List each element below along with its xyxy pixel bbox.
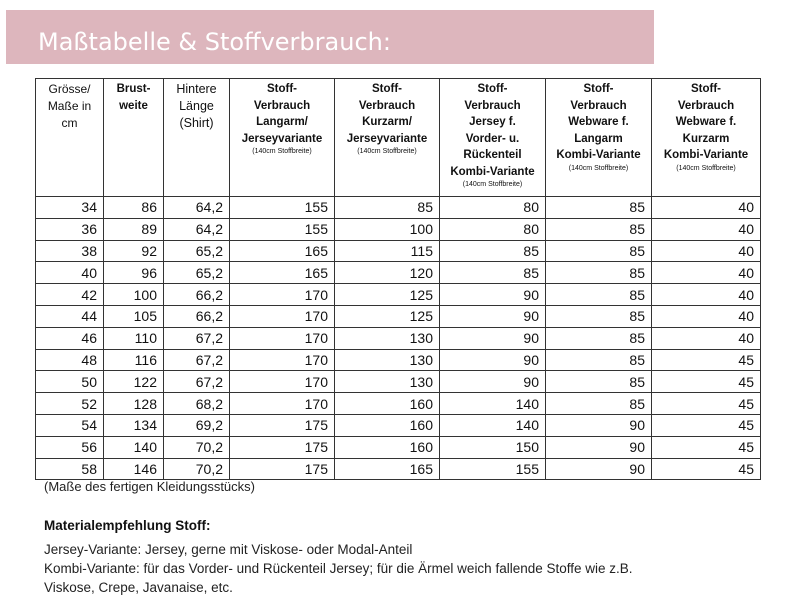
table-cell: 56 xyxy=(36,436,104,458)
table-cell: 66,2 xyxy=(164,305,230,327)
material-line: Viskose, Crepe, Javanaise, etc. xyxy=(44,580,233,595)
table-cell: 90 xyxy=(440,371,546,393)
column-header xyxy=(335,79,440,197)
table-row xyxy=(36,218,761,240)
table-cell: 85 xyxy=(546,218,652,240)
column-header-note: (140cm Stoffbreite) xyxy=(357,148,417,155)
column-header-note: (140cm Stoffbreite) xyxy=(568,164,629,172)
table-cell: 54 xyxy=(36,414,104,436)
column-header-line: Verbrauch xyxy=(464,99,521,112)
table-cell: 89 xyxy=(104,218,164,240)
table-cell: 67,2 xyxy=(164,349,230,371)
table-cell: 64,2 xyxy=(164,197,230,219)
column-header-line: Kombi-Variante xyxy=(556,149,641,161)
table-cell: 85 xyxy=(440,240,546,262)
table-cell: 90 xyxy=(440,284,546,306)
column-header-line: Jerseyvariante xyxy=(241,132,323,145)
column-header-line: Verbrauch xyxy=(677,99,735,112)
column-header-line: Rückenteil xyxy=(463,149,522,161)
column-header-line: Stoff- xyxy=(477,83,508,95)
table-cell: 85 xyxy=(546,305,652,327)
table-cell: 100 xyxy=(335,218,440,240)
column-header-line: (Shirt) xyxy=(179,116,214,130)
table-cell: 130 xyxy=(335,371,440,393)
column-header-note: (140cm Stoffbreite) xyxy=(462,181,523,188)
table-row xyxy=(36,197,761,219)
column-header-line: Kurzarm/ xyxy=(362,116,412,128)
table-cell: 160 xyxy=(335,414,440,436)
table-cell: 90 xyxy=(440,349,546,371)
table-cell: 85 xyxy=(546,197,652,219)
table-cell: 86 xyxy=(104,197,164,219)
table-cell: 85 xyxy=(546,262,652,284)
table-cell: 45 xyxy=(652,436,761,458)
table-cell: 170 xyxy=(230,305,335,327)
table-cell: 85 xyxy=(546,327,652,349)
table-cell: 40 xyxy=(36,262,104,284)
table-cell: 46 xyxy=(36,327,104,349)
table-cell: 170 xyxy=(230,284,335,306)
table-cell: 120 xyxy=(335,262,440,284)
table-cell: 66,2 xyxy=(164,284,230,306)
table-cell: 100 xyxy=(104,284,164,306)
table-cell: 85 xyxy=(546,371,652,393)
table-cell: 70,2 xyxy=(164,436,230,458)
table-cell: 45 xyxy=(652,393,761,415)
column-header-line: Kurzarm xyxy=(682,132,730,145)
column-header-line: Länge xyxy=(179,99,214,113)
table-cell: 64,2 xyxy=(164,218,230,240)
table-cell: 85 xyxy=(335,197,440,219)
column-header-note: (140cm Stoffbreite) xyxy=(252,148,312,155)
table-cell: 170 xyxy=(230,393,335,415)
column-header-line: Grösse/ xyxy=(48,82,91,96)
column-header-line: Webware f. xyxy=(568,116,629,128)
column-header-line: Webware f. xyxy=(675,116,737,128)
table-cell: 165 xyxy=(230,262,335,284)
table-cell: 80 xyxy=(440,197,546,219)
column-header-line: Langarm/ xyxy=(256,116,308,128)
table-cell: 155 xyxy=(230,197,335,219)
table-cell: 140 xyxy=(104,436,164,458)
table-cell: 42 xyxy=(36,284,104,306)
table-cell: 175 xyxy=(230,414,335,436)
column-header-line: Hintere xyxy=(176,82,217,96)
table-cell: 134 xyxy=(104,414,164,436)
table-cell: 116 xyxy=(104,349,164,371)
column-header-line: Verbrauch xyxy=(570,99,627,112)
table-cell: 155 xyxy=(440,458,546,480)
table-cell: 85 xyxy=(440,262,546,284)
column-header-line: Stoff- xyxy=(266,83,297,95)
table-cell: 67,2 xyxy=(164,371,230,393)
material-line: Jersey-Variante: Jersey, gerne mit Viskose- oder Modal-Anteil xyxy=(44,542,413,557)
table-cell: 105 xyxy=(104,305,164,327)
table-row xyxy=(36,414,761,436)
table-row xyxy=(36,262,761,284)
column-header xyxy=(36,79,104,197)
table-cell: 45 xyxy=(652,414,761,436)
column-header-line: Kombi-Variante xyxy=(663,149,749,161)
table-cell: 130 xyxy=(335,327,440,349)
table-cell: 38 xyxy=(36,240,104,262)
column-header xyxy=(652,79,761,197)
table-cell: 40 xyxy=(652,305,761,327)
table-cell: 85 xyxy=(546,284,652,306)
table-cell: 85 xyxy=(546,393,652,415)
column-header-line: Stoff- xyxy=(371,83,402,95)
table-cell: 45 xyxy=(652,458,761,480)
table-cell: 110 xyxy=(104,327,164,349)
table-cell: 90 xyxy=(440,305,546,327)
table-cell: 170 xyxy=(230,349,335,371)
column-header-line: Jersey f. xyxy=(469,116,516,128)
column-header xyxy=(104,79,164,197)
table-cell: 40 xyxy=(652,218,761,240)
table-cell: 90 xyxy=(546,458,652,480)
table-cell: 128 xyxy=(104,393,164,415)
material-line: Kombi-Variante: für das Vorder- und Rückenteil Jersey; für die Ärmel weich fallende Stoffe wie z.B. xyxy=(44,561,633,576)
table-cell: 160 xyxy=(335,393,440,415)
table-cell: 45 xyxy=(652,371,761,393)
table-cell: 165 xyxy=(335,458,440,480)
table-cell: 125 xyxy=(335,305,440,327)
column-header-line: Verbrauch xyxy=(358,99,416,112)
table-cell: 85 xyxy=(546,349,652,371)
table-cell: 40 xyxy=(652,240,761,262)
column-header-line: Stoff- xyxy=(690,83,721,95)
table-cell: 165 xyxy=(230,240,335,262)
table-cell: 130 xyxy=(335,349,440,371)
table-cell: 80 xyxy=(440,218,546,240)
table-row xyxy=(36,458,761,480)
material-title: Materialempfehlung Stoff: xyxy=(44,518,211,533)
column-header-line: Maße in xyxy=(47,99,92,113)
table-cell: 140 xyxy=(440,393,546,415)
table-cell: 52 xyxy=(36,393,104,415)
table-row xyxy=(36,349,761,371)
column-header xyxy=(440,79,546,197)
column-header-line: Kombi-Variante xyxy=(450,165,535,178)
column-header-line: Brust- xyxy=(116,83,151,95)
table-cell: 175 xyxy=(230,458,335,480)
table-cell: 65,2 xyxy=(164,240,230,262)
table-cell: 92 xyxy=(104,240,164,262)
table-cell: 122 xyxy=(104,371,164,393)
table-header-row xyxy=(36,79,761,197)
column-header-line: Verbrauch xyxy=(253,99,311,112)
table-row xyxy=(36,436,761,458)
page-title: Maßtabelle & Stoffverbrauch: xyxy=(38,28,391,56)
column-header-note: (140cm Stoffbreite) xyxy=(676,164,736,172)
table-cell: 34 xyxy=(36,197,104,219)
column-header-line: Vorder- u. xyxy=(465,132,520,145)
table-row xyxy=(36,371,761,393)
table-cell: 36 xyxy=(36,218,104,240)
column-header-line: weite xyxy=(119,99,148,112)
table-cell: 160 xyxy=(335,436,440,458)
table-cell: 90 xyxy=(546,414,652,436)
table-cell: 155 xyxy=(230,218,335,240)
table-cell: 140 xyxy=(440,414,546,436)
table-body xyxy=(36,197,761,480)
table-cell: 40 xyxy=(652,197,761,219)
table-cell: 90 xyxy=(440,327,546,349)
column-header xyxy=(230,79,335,197)
table-cell: 115 xyxy=(335,240,440,262)
table-cell: 85 xyxy=(546,240,652,262)
column-header xyxy=(546,79,652,197)
table-cell: 90 xyxy=(546,436,652,458)
table-cell: 96 xyxy=(104,262,164,284)
table-cell: 125 xyxy=(335,284,440,306)
table-row xyxy=(36,284,761,306)
table-row xyxy=(36,240,761,262)
table-cell: 69,2 xyxy=(164,414,230,436)
column-header-line: Langarm xyxy=(574,132,623,145)
table-footnote: (Maße des fertigen Kleidungsstücks) xyxy=(44,479,255,494)
table-row xyxy=(36,305,761,327)
table-cell: 68,2 xyxy=(164,393,230,415)
table-cell: 45 xyxy=(652,349,761,371)
table-cell: 44 xyxy=(36,305,104,327)
table-cell: 70,2 xyxy=(164,458,230,480)
column-header xyxy=(164,79,230,197)
table-cell: 40 xyxy=(652,327,761,349)
table-cell: 58 xyxy=(36,458,104,480)
table-cell: 48 xyxy=(36,349,104,371)
table-cell: 67,2 xyxy=(164,327,230,349)
table-cell: 65,2 xyxy=(164,262,230,284)
table-row xyxy=(36,393,761,415)
size-table xyxy=(35,78,761,480)
column-header-line: Jerseyvariante xyxy=(346,132,428,145)
table-cell: 170 xyxy=(230,327,335,349)
table-cell: 40 xyxy=(652,262,761,284)
table-cell: 40 xyxy=(652,284,761,306)
table-cell: 146 xyxy=(104,458,164,480)
column-header-line: cm xyxy=(61,116,78,130)
table-cell: 150 xyxy=(440,436,546,458)
table-cell: 50 xyxy=(36,371,104,393)
table-cell: 170 xyxy=(230,371,335,393)
table-row xyxy=(36,327,761,349)
column-header-line: Stoff- xyxy=(583,83,614,95)
table-cell: 175 xyxy=(230,436,335,458)
